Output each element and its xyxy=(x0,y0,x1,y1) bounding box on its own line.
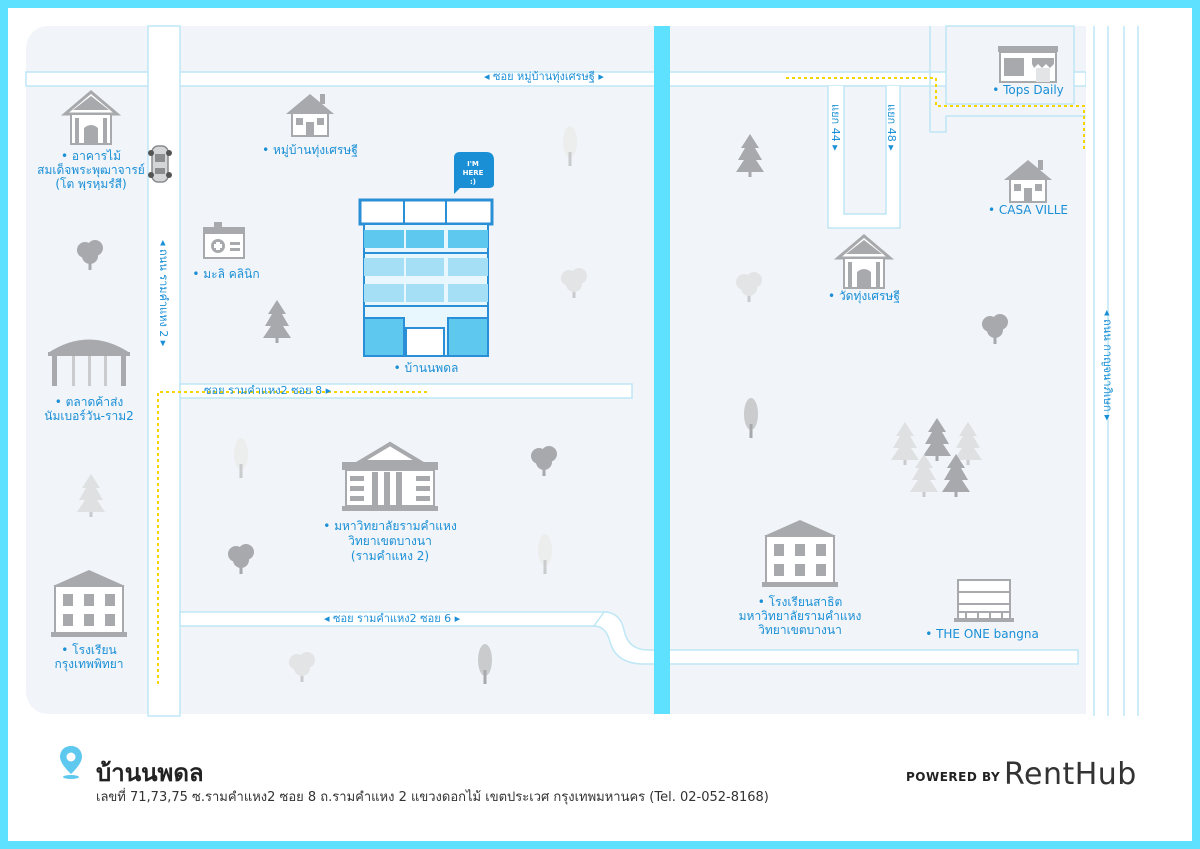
road-label-thanon-ram2: ◂ ถนน รามคำแหง 2 ▸ xyxy=(157,240,170,347)
road-label-soi-6: ◂ ซอย รามคำแหง2 ซอย 6 ▸ xyxy=(324,612,461,625)
place-the-one: • THE ONE bangna xyxy=(925,627,1039,641)
store-icon xyxy=(998,46,1058,82)
place-university: • มหาวิทยาลัยรามคำแหงวิทยาเขตบางนา(รามคำแหง 2) xyxy=(323,519,457,563)
place-school-left: • โรงเรียนกรุงเทพพิทยา xyxy=(54,643,124,671)
powered-by-label: POWERED BY xyxy=(906,770,1001,784)
road-label-kanchana: ◂ ถนน กาญจนาภิเษก ▸ xyxy=(1101,310,1114,421)
place-satit: • โรงเรียนสาธิตมหาวิทยาลัยรามคำแหงวิทยาเขตบางนา xyxy=(738,595,862,637)
place-tops-daily: • Tops Daily xyxy=(992,83,1064,97)
place-moo-baan: • หมู่บ้านทุ่งเศรษฐี xyxy=(262,143,358,157)
apartment-icon xyxy=(954,580,1014,622)
svg-text:HERE: HERE xyxy=(462,169,484,177)
place-baan-nopadol: • บ้านนพดล xyxy=(393,361,459,375)
footer-address: เลขที่ 71,73,75 ซ.รามคำแหง2 ซอย 8 ถ.รามคำแหง 2 แขวงดอกไม้ เขตประเวศ กรุงเทพมหานคร (Tel. 02-052-8168) xyxy=(96,790,769,805)
road-label-soi-8: ซอย รามคำแหง2 ซอย 8 ▸ xyxy=(204,384,332,397)
svg-text:I'M: I'M xyxy=(467,160,479,168)
road-label-yaek-44: แยก 44 ▸ xyxy=(829,104,842,151)
road-label-soi-moo-baan: ◂ ซอย หมู่บ้านทุ่งเศรษฐี ▸ xyxy=(484,70,604,83)
place-talat: • ตลาดค้าส่งนัมเบอร์วัน-ราม2 xyxy=(44,395,134,423)
im-here-bubble xyxy=(454,152,494,194)
place-casa-ville: • CASA VILLE xyxy=(987,203,1069,217)
map-frame xyxy=(8,8,1192,841)
place-mali-clinic: • มะลิ คลินิก xyxy=(192,267,260,281)
apartment-building-icon xyxy=(360,200,492,356)
place-wat: • วัดทุ่งเศรษฐี xyxy=(828,289,900,303)
clinic-icon xyxy=(204,222,244,258)
canal xyxy=(654,26,670,714)
road-label-yaek-48: แยก 48 ▸ xyxy=(885,104,898,151)
location-pin-icon xyxy=(58,744,84,780)
car-icon xyxy=(148,146,172,182)
footer-title: บ้านนพดล xyxy=(96,759,204,787)
svg-text::): :) xyxy=(470,178,476,186)
renthub-logo[interactable]: RentHub xyxy=(1004,757,1137,792)
place-akan-mai: • อาคารไม้สมเด็จพระพุฒาจารย์(โต พฺรหฺมรํสี) xyxy=(37,149,145,191)
